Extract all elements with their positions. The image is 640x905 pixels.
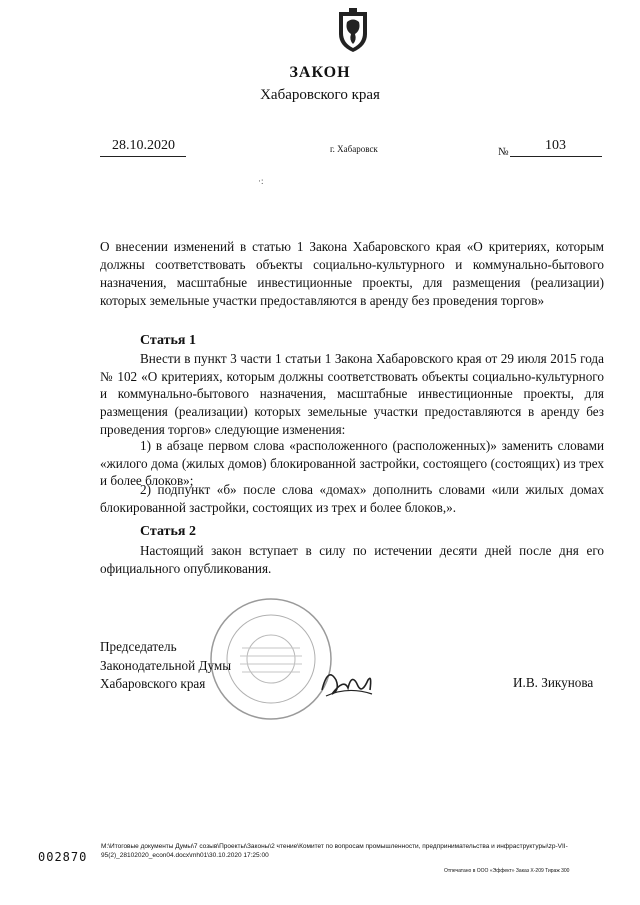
number-underline: [510, 156, 602, 157]
article-2-paragraph: Настоящий закон вступает в силу по истечении десяти дней после дня его официального опубликования.: [100, 543, 604, 576]
position-line-3: Хабаровского края: [100, 676, 206, 691]
document-city: г. Хабаровск: [330, 144, 378, 154]
document-date: 28.10.2020: [112, 138, 175, 153]
position-line-2: Законодательной Думы: [100, 657, 232, 673]
article-1-paragraph-1: Внести в пункт 3 части 1 статьи 1 Закона Хабаровского края от 29 июля 2015 года № 102 «О критериях, которым должны соответствовать объекты социально-культурного и коммунально-бытового назначения, масштабные инвестиционные проекты, для размещения (реализации) которых земельные участки предоставляются в аренду без проведения торгов» следующие изменения:: [100, 351, 604, 437]
signatory-position: [100, 638, 231, 694]
article-1-paragraph-2: 1) в абзаце первом слова «расположенного (расположенных)» заменить словами «жилого дома (жилых домов) блокированной застройки, состоящего (состоящих) из трех и более блоков»;: [100, 438, 604, 489]
article-1-paragraph-3: 2) подпункт «б» после слова «домах» дополнить словами «или жилых домах блокированной застройки, состоящих из трех и более блоков,».: [100, 482, 604, 515]
document-subtitle: Хабаровского края: [260, 87, 380, 103]
article-2-title: Статья 2: [140, 524, 196, 539]
date-underline: [100, 156, 186, 157]
signatory-name: И.В. Зикунова: [513, 675, 594, 690]
document-title: ЗАКОН: [289, 64, 351, 81]
scan-mark: ·:: [258, 176, 264, 186]
document-number: 103: [545, 138, 566, 153]
registration-number: 002870: [38, 850, 88, 864]
law-heading: О внесении изменений в статью 1 Закона Хабаровского края «О критериях, которым должны соответствовать объекты социально-культурного и коммунально-бытового назначения, масштабные инвестиционные проекты, для размещения (реализации) которых земельные участки предоставляются в аренду без проведения торгов»: [100, 239, 604, 308]
handwritten-signature-icon: [318, 660, 376, 702]
position-line-1: Председатель: [100, 639, 177, 654]
article-1-title: Статья 1: [140, 333, 196, 348]
file-path: M:\Итоговые документы Думы\7 созыв\Проекты\Законы\2 чтение\Комитет по вопросам промышленности, предпринимательства и инфраструктуры\zp-VII-95(2)_28102020_econ04.docx\mh01\30.10.2020 17:25:00: [101, 843, 568, 859]
printer-info: Отпечатано в ООО «Эффект» Заказ Х-209 Тираж 300: [444, 868, 570, 874]
number-label: №: [498, 146, 509, 158]
coat-of-arms-icon: [329, 6, 377, 54]
